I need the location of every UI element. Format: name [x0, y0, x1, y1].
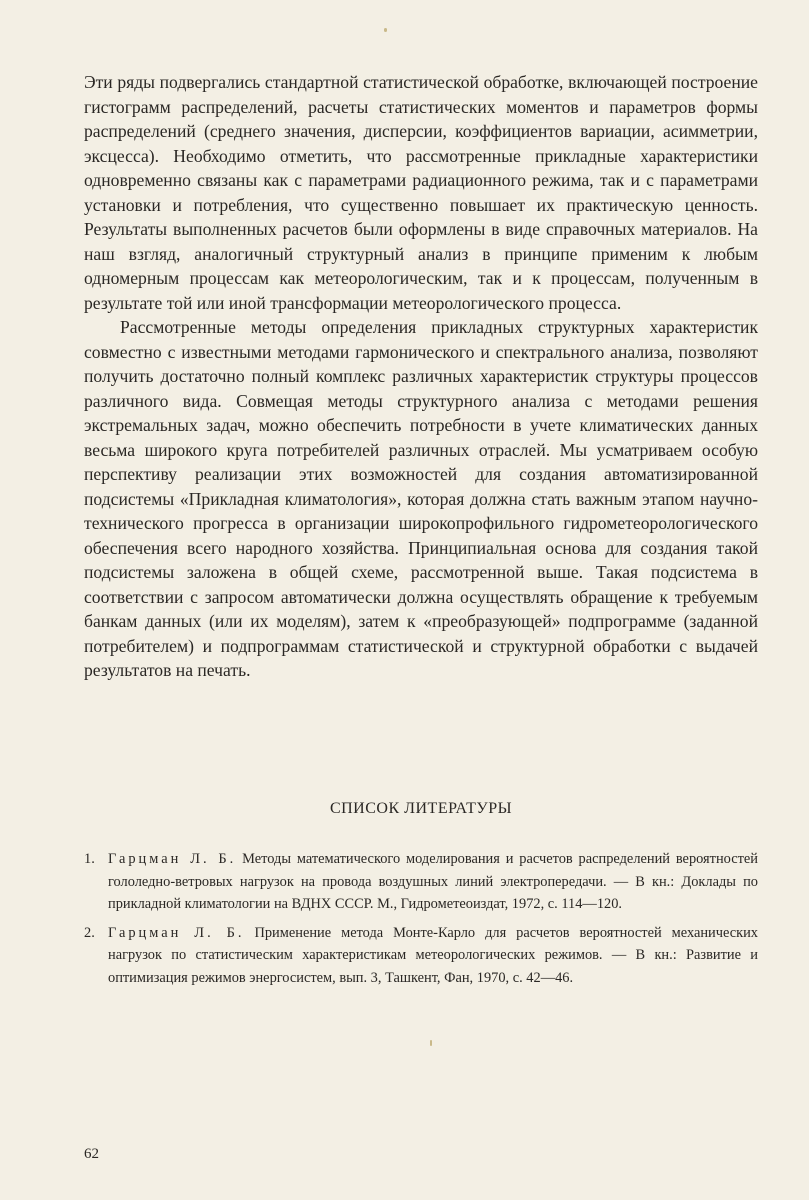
reference-author: Гарцман Л. Б. — [108, 851, 237, 867]
reference-text — [108, 922, 758, 990]
paragraph-1: Эти ряды подвергались стандартной статистической обработке, включающей построение гистограмм распределений, расчеты статистических моментов и параметров формы распределений (среднего значения, дисперсии, коэффициентов вариации, асимметрии, эксцесса). Необходимо отметить, что рассмотренные прикладные характеристики одновременно связаны как с параметрами радиационного режима, так и с параметрами установки и потребления, что существенно повышает их практическую ценность. Результаты выполненных расчетов были оформлены в виде справочных материалов. На наш взгляд, аналогичный структурный анализ в принципе применим к любым одномерным процессам как метеорологическим, так и к процессам, полученным в результате той или иной трансформации метеорологического процесса. — [84, 72, 758, 313]
reference-body: Методы математического моделирования и расчетов распределений вероятностей гололедно-ветровых нагрузок на провода воздушных линий электропередачи. — В кн.: Доклады по прикладной климатологии на ВДНХ СССР. М., Гидрометеоиздат, 1972, с. 114—120. — [108, 851, 758, 912]
reference-body: Применение метода Монте-Карло для расчетов вероятностей механических нагрузок по статистическим характеристикам метеорологических режимов. — В кн.: Развитие и оптимизация режимов энергосистем, вып. 3, Ташкент, Фан, 1970, с. 42—46. — [108, 924, 758, 986]
reference-number: 2. — [84, 924, 95, 941]
reference-author: Гарцман Л. Б. — [108, 924, 245, 941]
body-text — [84, 70, 758, 683]
paper-speck — [430, 1040, 432, 1046]
reference-item-1 — [84, 848, 758, 916]
references-heading: СПИСОК ЛИТЕРАТУРЫ — [329, 800, 513, 817]
page-number: 62 — [84, 1146, 99, 1162]
references-list — [84, 848, 758, 995]
reference-item-2 — [84, 922, 758, 990]
reference-text — [108, 848, 758, 916]
reference-number: 1. — [84, 851, 95, 867]
paragraph-2: Рассмотренные методы определения прикладных структурных характеристик совместно с известными методами гармонического и спектрального анализа, позволяют получить достаточно полный комплекс различных характеристик структуры процессов различного вида. Совмещая методы структурного анализа с методами решения экстремальных задач, можно обеспечить потребности в учете климатических данных весьма широкого круга потребителей различных отраслей. Мы усматриваем особую перспективу реализации этих возможностей для создания автоматизированной подсистемы «Прикладная климатология», которая должна стать важным этапом научно-технического прогресса в организации широкопрофильного гидрометеорологического обеспечения всего народного хозяйства. Принципиальная основа для создания такой подсистемы заложена в общей схеме, рассмотренной выше. Такая подсистема в соответствии с запросом автоматически должна осуществлять обращение к требуемым банкам данных (или их моделям), затем к «преобразующей» подпрограмме (заданной потребителем) и подпрограммам статистической и структурной обработки с выдачей результатов на печать. — [84, 317, 758, 680]
paper-speck — [384, 28, 387, 32]
